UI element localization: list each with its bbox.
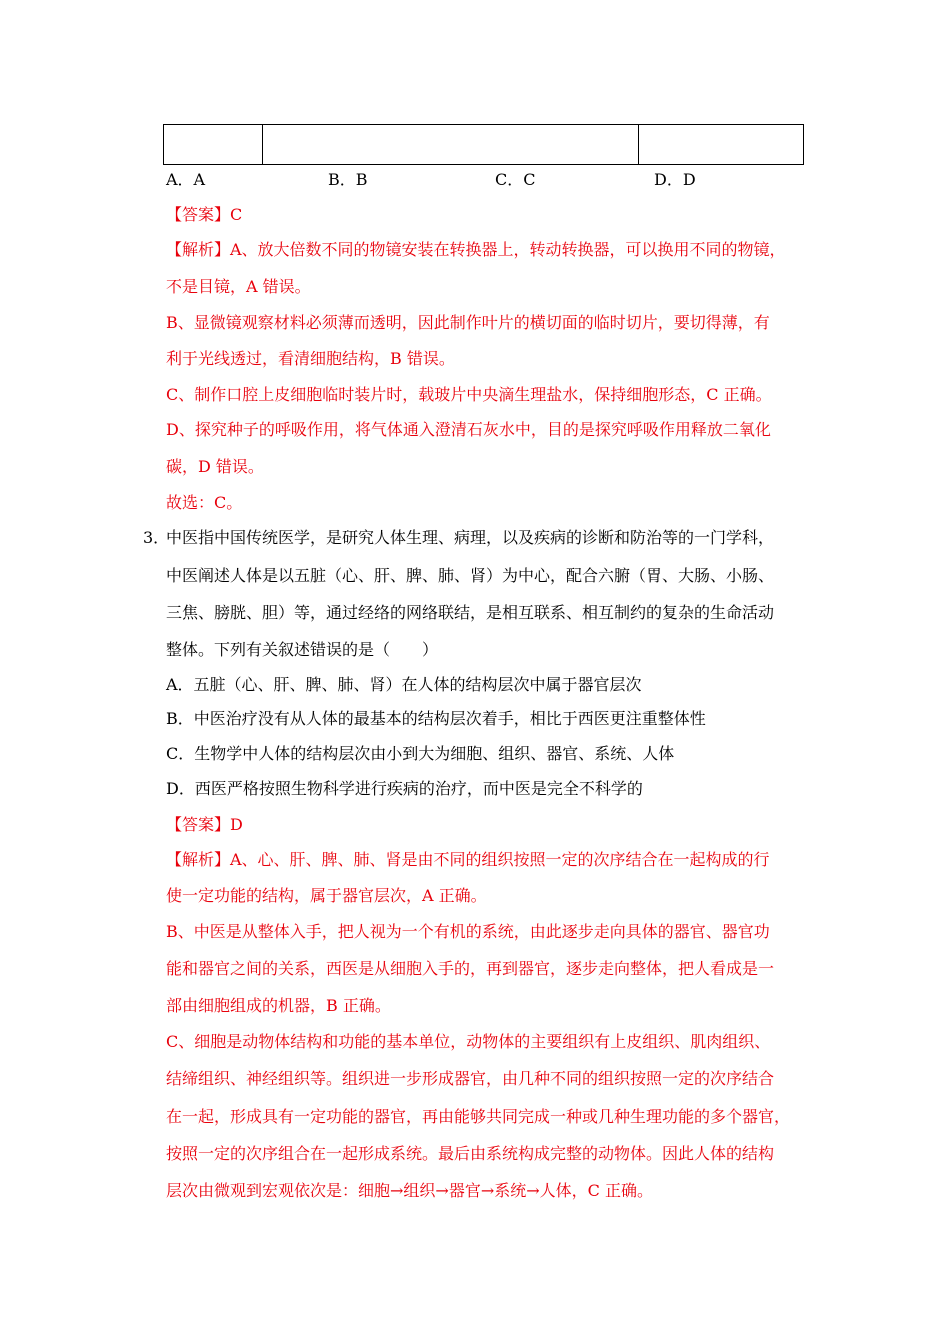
analysis-line: 部由细胞组成的机器，B 正确。 bbox=[166, 996, 391, 1015]
analysis-line: 【解析】A、心、肝、脾、肺、肾是由不同的组织按照一定的次序结合在一起构成的行 bbox=[166, 850, 770, 869]
analysis-line: 【解析】A、放大倍数不同的物镜安装在转换器上，转动转换器，可以换用不同的物镜， bbox=[166, 240, 786, 259]
analysis-line: 能和器官之间的关系，西医是从细胞入手的，再到器官，逐步走向整体，把人看成是一 bbox=[166, 959, 775, 978]
answer-label: 【答案】C bbox=[166, 205, 243, 224]
analysis-line: D、探究种子的呼吸作用，将气体通入澄清石灰水中，目的是探究呼吸作用释放二氧化 bbox=[166, 420, 771, 439]
analysis-line: 不是目镜，A 错误。 bbox=[166, 277, 311, 296]
question-option: C．生物学中人体的结构层次由小到大为细胞、组织、器官、系统、人体 bbox=[166, 744, 675, 763]
question-option: A．五脏（心、肝、脾、肺、肾）在人体的结构层次中属于器官层次 bbox=[166, 675, 642, 694]
option-d: D．D bbox=[654, 170, 696, 189]
analysis-line: 按照一定的次序组合在一起形成系统。最后由系统构成完整的动物体。因此人体的结构 bbox=[166, 1144, 775, 1163]
analysis-line: 结缔组织、神经组织等。组织进一步形成器官，由几种不同的组织按照一定的次序结合 bbox=[166, 1069, 775, 1088]
question-option: B．中医治疗没有从人体的最基本的结构层次着手，相比于西医更注重整体性 bbox=[166, 709, 706, 728]
answer-label: 【答案】D bbox=[166, 815, 243, 834]
question-option: D．西医严格按照生物科学进行疾病的治疗，而中医是完全不科学的 bbox=[166, 779, 643, 798]
option-b: B．B bbox=[328, 170, 368, 189]
analysis-line: C、细胞是动物体结构和功能的基本单位，动物体的主要组织有上皮组织、肌肉组织、 bbox=[166, 1032, 771, 1051]
question-number: 3． bbox=[143, 528, 170, 547]
table-divider bbox=[638, 125, 639, 164]
analysis-line: 故选：C。 bbox=[166, 493, 243, 512]
question-stem-line: 整体。下列有关叙述错误的是（ ） bbox=[166, 640, 439, 659]
analysis-line: 利于光线透过，看清细胞结构，B 错误。 bbox=[166, 349, 455, 368]
analysis-line: 层次由微观到宏观依次是：细胞→组织→器官→系统→人体，C 正确。 bbox=[166, 1181, 653, 1200]
question-stem-line: 三焦、膀胱、胆）等，通过经络的网络联结，是相互联系、相互制约的复杂的生命活动 bbox=[166, 603, 775, 622]
question-stem-line: 中医指中国传统医学，是研究人体生理、病理，以及疾病的诊断和防治等的一门学科， bbox=[166, 528, 775, 547]
analysis-line: C、制作口腔上皮细胞临时装片时，载玻片中央滴生理盐水，保持细胞形态，C 正确。 bbox=[166, 385, 772, 404]
analysis-line: B、显微镜观察材料必须薄而透明，因此制作叶片的横切面的临时切片，要切得薄，有 bbox=[166, 313, 770, 332]
analysis-line: B、中医是从整体入手，把人视为一个有机的系统，由此逐步走向具体的器官、器官功 bbox=[166, 922, 770, 941]
analysis-line: 使一定功能的结构，属于器官层次，A 正确。 bbox=[166, 886, 487, 905]
options-table bbox=[163, 124, 804, 165]
question-stem-line: 中医阐述人体是以五脏（心、肝、脾、肺、肾）为中心，配合六腑（胃、大肠、小肠、 bbox=[166, 566, 775, 585]
analysis-line: 在一起，形成具有一定功能的器官，再由能够共同完成一种或几种生理功能的多个器官， bbox=[166, 1107, 791, 1126]
table-divider bbox=[262, 125, 263, 164]
analysis-line: 碳，D 错误。 bbox=[166, 457, 264, 476]
option-c: C．C bbox=[495, 170, 536, 189]
option-a: A．A bbox=[166, 170, 206, 189]
